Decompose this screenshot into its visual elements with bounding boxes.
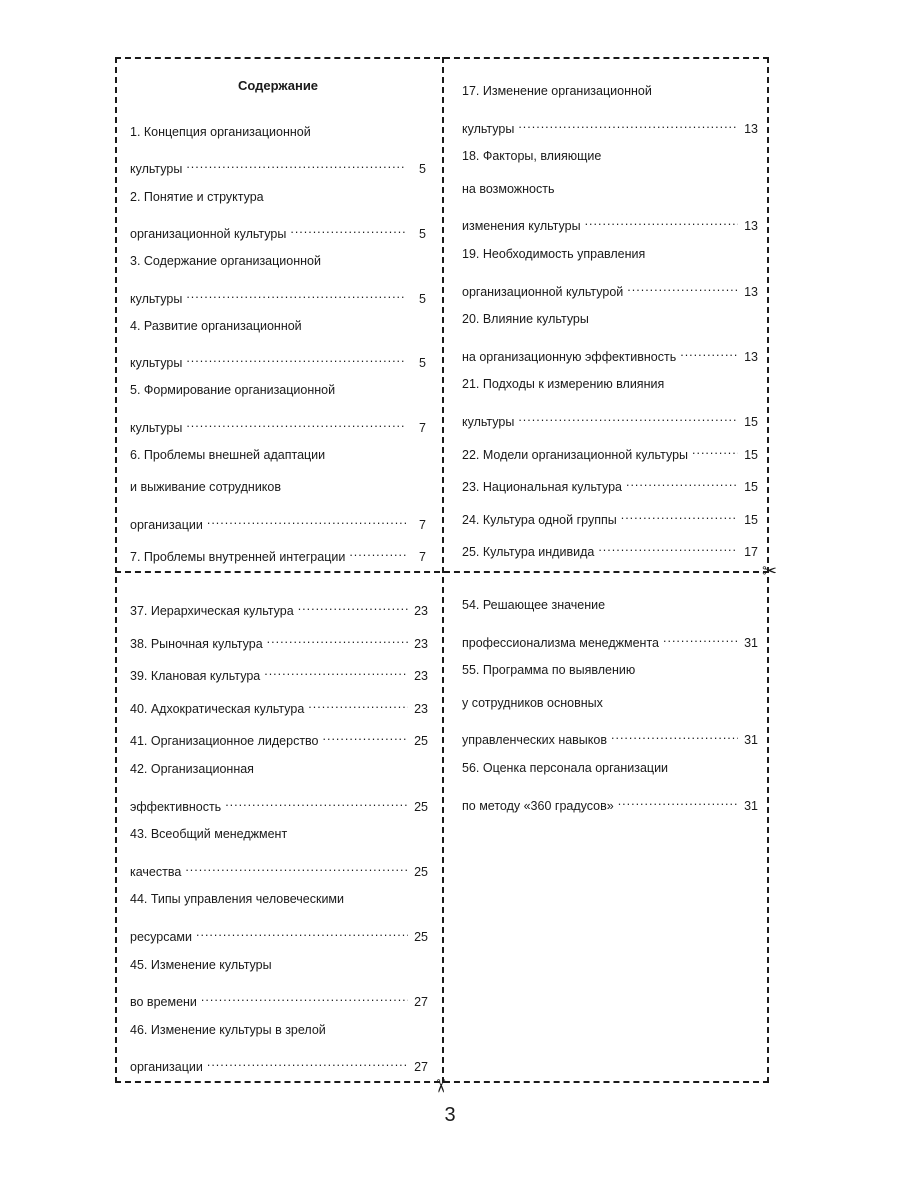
- page-number: 3: [444, 1104, 456, 1126]
- dot-leader: [290, 220, 406, 238]
- toc-entry-text: [130, 317, 426, 335]
- dot-leader: [298, 597, 408, 615]
- scissors-icon: ✂: [762, 561, 778, 581]
- toc-entry-page: 25: [414, 864, 428, 879]
- dot-leader: [186, 349, 406, 367]
- toc-entry-title: 19. Необходимость управления: [462, 247, 646, 261]
- toc-entry-page: 15: [744, 512, 758, 527]
- toc-entry-title: по методу «360 градусов»: [462, 798, 614, 813]
- toc-entry-text: [130, 252, 426, 270]
- toc-entry-title: 1. Концепция организационной: [130, 125, 311, 139]
- toc-entry-text: [462, 694, 758, 712]
- toc-entry-title: на организационную эффективность: [462, 349, 677, 364]
- dot-leader: [186, 285, 406, 303]
- toc-entry-title: 22. Модели организационной культуры: [462, 447, 689, 462]
- toc-entry-text: [462, 180, 758, 198]
- toc-entry-title: на возможность: [462, 181, 555, 196]
- toc-entry-title: 17. Изменение организационной: [462, 84, 652, 98]
- toc-entry-title: организационной культуры: [130, 226, 287, 241]
- toc-entry-page: 13: [744, 121, 758, 136]
- dot-leader: [627, 278, 738, 296]
- toc-section-top-right: [462, 60, 758, 570]
- toc-entry-page: 7: [419, 517, 426, 532]
- toc-entry-title: 37. Иерархическая культура: [130, 604, 294, 618]
- toc-entry-title: изменения культуры: [462, 219, 581, 234]
- toc-entry-title: культуры: [130, 356, 183, 371]
- toc-entry: [130, 543, 426, 564]
- toc-entry-page: 23: [414, 701, 428, 716]
- toc-entry-title: управленческих навыков: [462, 733, 607, 748]
- toc-entry-page: 13: [744, 219, 758, 234]
- toc-entry-page: 15: [744, 447, 758, 462]
- toc-entry-title: 55. Программа по выявлению: [462, 663, 636, 678]
- dot-leader: [621, 506, 738, 524]
- toc-entry-title: и выживание сотрудников: [130, 480, 282, 495]
- toc-entry: [462, 726, 758, 748]
- toc-entry: [130, 155, 426, 177]
- toc-entry-text: [462, 596, 758, 614]
- toc-entry-title: культуры: [462, 415, 515, 429]
- toc-entry-title: 23. Национальная культура: [462, 480, 622, 495]
- toc-entry-page: 25: [414, 799, 428, 814]
- toc-entry-page: 7: [419, 420, 426, 435]
- toc-entry-page: 25: [414, 930, 428, 944]
- dot-leader: [518, 115, 738, 133]
- toc-entry-title: 5. Формирование организационной: [130, 383, 336, 398]
- toc-title: Содержание: [237, 78, 319, 93]
- toc-entry-title: 45. Изменение культуры: [130, 957, 272, 972]
- toc-entry: [130, 662, 428, 684]
- dot-leader: [201, 988, 408, 1006]
- toc-entry: [462, 473, 758, 495]
- toc-entry: [462, 538, 758, 560]
- toc-entry-title: у сотрудников основных: [462, 695, 603, 710]
- dot-leader: [267, 630, 408, 648]
- toc-entry: [462, 115, 758, 136]
- toc-entry-title: во времени: [130, 995, 197, 1010]
- toc-entry-page: 5: [419, 162, 426, 177]
- toc-entry-page: 5: [419, 356, 426, 371]
- toc-entry-title: 38. Рыночная культура: [130, 636, 263, 651]
- toc-entry-title: 4. Развитие организационной: [130, 318, 302, 333]
- toc-entry-title: 41. Организационное лидерство: [130, 734, 319, 749]
- dot-leader: [518, 408, 738, 426]
- toc-entry-text: [130, 825, 428, 843]
- toc-entry: [462, 792, 758, 813]
- toc-entry-title: 40. Адхократическая культура: [130, 701, 305, 716]
- toc-entry-title: 54. Решающее значение: [462, 598, 606, 612]
- toc-entry-title: 7. Проблемы внутренней интеграции: [130, 549, 346, 564]
- toc-entry-text: [462, 310, 758, 328]
- toc-section-bottom-right: [462, 575, 758, 1080]
- toc-section-top-left: [130, 60, 426, 570]
- toc-entry-title: культуры: [130, 162, 183, 177]
- dot-leader: [225, 793, 408, 811]
- toc-entry: [462, 278, 758, 299]
- toc-entry-page: 5: [419, 226, 426, 241]
- toc-entry-title: культуры: [130, 291, 183, 306]
- toc-entry-page: 31: [744, 733, 758, 748]
- toc-entry-text: [130, 381, 426, 399]
- dot-leader: [186, 155, 406, 173]
- toc-entry-page: 13: [744, 284, 758, 299]
- toc-entry-title: 3. Содержание организационной: [130, 254, 321, 269]
- toc-entry: [130, 285, 426, 306]
- toc-entry-page: 27: [414, 1060, 428, 1075]
- scissors-icon: ✂: [430, 1078, 451, 1094]
- toc-entry: [130, 597, 428, 618]
- toc-entry: [130, 349, 426, 371]
- toc-entry: [130, 923, 428, 944]
- toc-entry: [130, 414, 426, 435]
- dot-leader: [186, 414, 406, 432]
- toc-entry-title: организации: [130, 517, 203, 532]
- toc-entry-title: 46. Изменение культуры в зрелой: [130, 1022, 326, 1037]
- toc-entry-page: 23: [414, 604, 428, 618]
- toc-entry-page: 25: [414, 734, 428, 749]
- toc-entry-text: [462, 661, 758, 679]
- toc-entry-page: 7: [419, 549, 426, 564]
- toc-entry-text: [130, 123, 426, 141]
- toc-entry-title: 6. Проблемы внешней адаптации: [130, 448, 326, 462]
- toc-entry-title: организации: [130, 1060, 203, 1075]
- toc-entry-text: [130, 446, 426, 464]
- toc-entry-title: качества: [130, 864, 182, 879]
- toc-entry: [462, 441, 758, 462]
- toc-entry-text: [462, 375, 758, 393]
- dot-leader: [663, 629, 738, 647]
- toc-entry-title: 56. Оценка персонала организации: [462, 761, 669, 775]
- toc-entry-title: организационной культурой: [462, 284, 624, 299]
- toc-entry-text: [462, 245, 758, 263]
- dot-leader: [207, 511, 406, 529]
- dot-leader: [585, 212, 738, 230]
- toc-entry-page: 23: [414, 636, 428, 651]
- toc-entry-title: ресурсами: [130, 930, 192, 944]
- dot-leader: [692, 441, 738, 459]
- toc-entry: [462, 343, 758, 364]
- toc-entry-title: 42. Организационная: [130, 762, 254, 776]
- frame-middle-cut-line: [115, 571, 769, 573]
- toc-entry-title: эффективность: [130, 799, 222, 814]
- toc-entry: [130, 858, 428, 879]
- toc-entry-text: [130, 956, 428, 974]
- toc-entry-page: 23: [414, 669, 428, 684]
- toc-entry: [462, 212, 758, 234]
- dot-leader: [196, 923, 408, 941]
- toc-section-bottom-left: [130, 575, 428, 1080]
- toc-entry: [462, 408, 758, 429]
- toc-entry-title: культуры: [130, 420, 183, 435]
- toc-entry: [130, 630, 428, 651]
- dot-leader: [264, 662, 408, 680]
- dot-leader: [308, 695, 408, 713]
- toc-entry-title: 18. Факторы, влияющие: [462, 149, 602, 164]
- dot-leader: [185, 858, 408, 876]
- toc-entry: [462, 506, 758, 527]
- dot-leader: [626, 473, 738, 491]
- toc-entry-text: [130, 890, 428, 908]
- dot-leader: [323, 727, 408, 745]
- toc-entry: [130, 988, 428, 1010]
- toc-entry-page: 27: [414, 995, 428, 1010]
- dot-leader: [611, 726, 738, 744]
- toc-entry-text: [462, 759, 758, 777]
- toc-entry-title: 25. Культура индивида: [462, 545, 595, 560]
- toc-entry: [130, 1053, 428, 1075]
- dot-leader: [598, 538, 738, 556]
- toc-entry-title: 24. Культура одной группы: [462, 512, 617, 527]
- toc-entry-title: культуры: [462, 121, 515, 136]
- toc-entry: [130, 695, 428, 716]
- toc-entry-title: 43. Всеобщий менеджмент: [130, 827, 288, 842]
- toc-entry-page: 5: [419, 291, 426, 306]
- toc-entry-page: 15: [744, 415, 758, 429]
- toc-entry-page: 13: [744, 349, 758, 364]
- toc-entry-text: [130, 478, 426, 496]
- dot-leader: [207, 1053, 408, 1071]
- toc-entry-title: 20. Влияние культуры: [462, 312, 589, 327]
- frame-left-border: [115, 57, 117, 1083]
- toc-entry-text: [462, 82, 758, 100]
- toc-entry: [130, 727, 428, 749]
- toc-entry: [130, 220, 426, 241]
- toc-entry-title: 2. Понятие и структура: [130, 189, 264, 204]
- toc-entry-page: 17: [744, 545, 758, 560]
- toc-entry-page: 31: [744, 798, 758, 813]
- toc-entry: [130, 793, 428, 814]
- toc-entry-text: [130, 188, 426, 206]
- toc-entry-page: 31: [744, 635, 758, 650]
- dot-leader: [349, 543, 406, 561]
- toc-entry-text: [130, 760, 428, 778]
- toc-entry-text: [130, 1021, 428, 1039]
- toc-entry: [462, 629, 758, 650]
- toc-entry-title: 39. Клановая культура: [130, 669, 261, 684]
- toc-entry-title: профессионализма менеджмента: [462, 635, 659, 650]
- toc-entry-text: [462, 147, 758, 165]
- toc-entry: [130, 511, 426, 532]
- toc-entry-page: 15: [744, 480, 758, 495]
- dot-leader: [618, 792, 738, 810]
- frame-center-cut-line: [442, 57, 444, 1083]
- toc-entry-title: 21. Подходы к измерению влияния: [462, 377, 665, 392]
- toc-entry-title: 44. Типы управления человеческими: [130, 892, 345, 907]
- dot-leader: [680, 343, 738, 361]
